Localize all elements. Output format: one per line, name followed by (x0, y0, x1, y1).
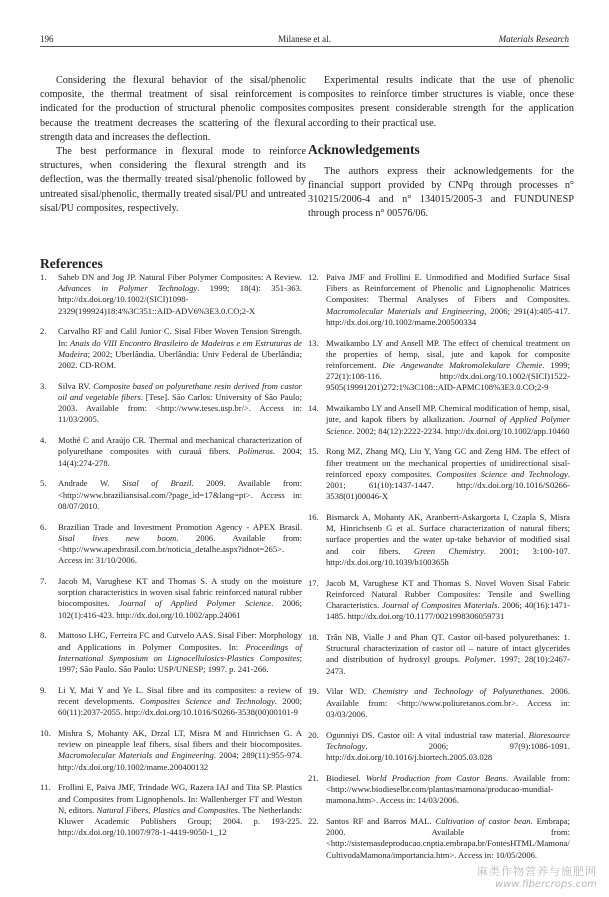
reference-details: ; 1997; São Paulo. São Paulo: USP/UNESP; 1997. p. 241-266. (58, 652, 302, 675)
reference-source: Sisal lives new boom (58, 532, 177, 543)
reference-source: Journal of Composites Materials (382, 600, 498, 611)
reference-details: ; 2002; Uberlândia. Uberlândia: Univ Federal de Uberlândia; 2002. CD-ROM. (58, 348, 302, 371)
reference-details: . 2002; 84(12):2222-2234. http://dx.doi.org/10.1002/app.10460 (352, 425, 570, 436)
reference-details: . 1997; 28(10):2467-2473. (326, 654, 571, 676)
reference-details: , 2006; 291(4):405-417. http://dx.doi.org/10.1002/mame.200500334 (326, 305, 570, 327)
reference-number: 21. (308, 772, 319, 783)
journal-name: Materials Research (498, 34, 569, 44)
reference-item (308, 816, 570, 861)
reference-source: Polymer (464, 654, 494, 665)
reference-source: Die Angewandte Makromolekulare Chemie (382, 360, 543, 371)
right-text-column (308, 74, 574, 222)
reference-item (308, 272, 570, 328)
reference-text (326, 272, 570, 327)
reference-details: . 2006; 102(1):416-423. http://dx.doi.org/10.1002/app.24061 (58, 598, 302, 620)
reference-item (40, 728, 302, 773)
reference-authors-title: Vilar WD. (326, 686, 373, 697)
reference-text (326, 578, 570, 622)
header-divider (40, 46, 569, 47)
reference-number: 17. (308, 577, 319, 588)
reference-text (326, 773, 570, 805)
watermark-url: www.fibercrops.com (495, 879, 597, 890)
reference-details: . 2001; 61(10):1437-1447. http://dx.doi.org/10.1016/S0266-3538(01)00046-X (326, 468, 570, 502)
reference-text (326, 816, 570, 860)
reference-details: . 1999; 18(4): 351-363. http://dx.doi.org/10.1002/(SICI)1098-2329(199924)18:4%3C351::AID-ADV6%3E3.0.CO;2-X (58, 283, 302, 316)
reference-text (58, 478, 302, 510)
reference-authors-title: Biodiesel. (326, 772, 366, 783)
reference-source: Journal of Applied Polymer Science (326, 414, 570, 436)
reference-authors-title: Santos RF and Barros MAL. (326, 816, 436, 827)
site-watermark (477, 865, 597, 891)
reference-source: Chemistry and Technology of Polyurethanes (372, 686, 543, 697)
reference-item (308, 403, 570, 437)
reference-number: 3. (40, 380, 47, 391)
page-number: 196 (40, 34, 54, 44)
reference-source: Macromolecular Materials and Engineering (58, 750, 214, 761)
reference-source: Composite based on polyurethane resin derived from castor oil and vegetable fibers (58, 380, 302, 403)
reference-number: 2. (40, 326, 47, 337)
reference-number: 20. (308, 729, 319, 740)
reference-item (40, 685, 302, 719)
reference-text (58, 576, 302, 620)
reference-item (40, 576, 302, 621)
reference-source: Advances in Polymer Technology (58, 283, 198, 294)
reference-text (58, 522, 302, 566)
reference-text (58, 272, 302, 316)
reference-authors-title: Ogunniyi DS. Castor oil: A vital industrial raw material. (326, 729, 529, 740)
reference-item (40, 782, 302, 838)
reference-item (40, 435, 302, 469)
reference-details: . 2009. Available from: <http://www.braziliansisal.com/?page_id=17&lang=pt>. Access in: 08/07/2010. (58, 478, 302, 511)
reference-item (40, 478, 302, 512)
reference-details: . 2004; 289(11):955-974. http://dx.doi.org/10.1002/mame.200400132 (58, 750, 302, 772)
reference-number: 13. (308, 337, 319, 348)
reference-item (40, 272, 302, 317)
reference-details: . Available from: <http://www.biodieselbr.com/plantas/mamona/producao-mundial-mamona.htm>. Access in: 14/03/2006. (326, 772, 570, 806)
running-authors: Milanese et al. (278, 34, 331, 44)
reference-source: Natural Fibers, Plastics and Composites (96, 804, 238, 815)
reference-source: World Production from Castor Beans (365, 772, 507, 783)
reference-text (326, 730, 570, 762)
reference-authors-title: Trân NB, Vialle J and Phan QT. Castor oil-based polyurethanes: 1. Structural characterization of castor oil – nature of intact glycerides and distribution of hydroxyl groups. (326, 632, 570, 665)
running-header (40, 33, 569, 45)
reference-number: 12. (308, 272, 319, 282)
reference-number: 9. (40, 684, 47, 695)
reference-number: 5. (40, 478, 47, 489)
reference-number: 16. (308, 512, 319, 523)
reference-source: Composites Science and Technology (139, 696, 275, 707)
reference-authors-title: Bismarck A, Mohanty AK, Aranberri-Askargorta I, Czapla S, Misra M, Hinrichsenb G et al. Surface characterization of natural fibers; surface properties and the water up-take behavior of modified sisal and coir fibers. (326, 512, 570, 556)
reference-number: 1. (40, 272, 47, 282)
reference-authors-title: Frollini E, Paiva JMF, Trindade WG, Razera IAJ and Tita SP. Plastics and Composites from Lignophenols. In: Wallenberger FT and Weston N, editors. (58, 782, 302, 815)
reference-number: 15. (308, 446, 319, 457)
reference-source: Journal of Applied Polymer Science (118, 598, 272, 609)
reference-text (58, 630, 302, 674)
reference-details: . 2006; 40(16):1471-1485. http://dx.doi.org/10.1177/0021998306059731 (326, 600, 570, 622)
reference-number: 11. (40, 782, 51, 793)
reference-authors-title: Andrade W. (58, 478, 122, 489)
reference-details: . Embrapa; 2000. Available from: <http://sistemasdeproducao.cnptia.embrapa.br/FontesHTML/Mamona/CultivodaMamona/importancia.htm>. Access in: 10/05/2006. (326, 816, 570, 860)
reference-text (58, 685, 302, 717)
reference-details: . The Netherlands: Kluwer Academic Publishers Group; 2004. p. 193-225. http://dx.doi.org/10.1007/978-1-4419-9050-1_12 (58, 804, 302, 838)
references-heading: References (40, 256, 103, 271)
reference-authors-title: Saheb DN and Jog JP. Natural Fiber Polymer Composites: A Review. (58, 272, 302, 282)
reference-source: Sisal of Brazil (122, 478, 192, 489)
reference-source: Cultivation of castor bean (435, 816, 531, 827)
reference-source: Macromolecular Materials and Engineering (326, 305, 485, 316)
reference-authors-title: Jacob M, Varughese KT and Thomas S. Novel Woven Sisal Fabric Reinforced Natural Rubber Composites: Tensile and Swelling Characteristics. (326, 577, 570, 611)
reference-number: 19. (308, 686, 319, 697)
reference-text (58, 326, 302, 370)
references-list-right (308, 272, 570, 870)
reference-source: Green Chemistry (413, 545, 484, 556)
reference-item (40, 381, 302, 426)
reference-item (308, 338, 570, 394)
reference-number: 22. (308, 816, 319, 827)
reference-source: Polímeros (237, 446, 273, 457)
reference-item (308, 632, 570, 677)
reference-source: Bioresource Technology (326, 729, 570, 751)
reference-details: . [Tese]. São Carlos: University of São Paulo; 2003. Available from: <http://www.teses.usp.br/>. Access in: 11/03/2005. (58, 392, 302, 425)
reference-item (40, 326, 302, 371)
reference-item (308, 773, 570, 807)
watermark-chinese-text: 麻类作物营养与施肥网 (477, 865, 597, 878)
reference-authors-title: Mishra S, Mohanty AK, Drzal LT, Misra M and Hinrichsen G. A review on pineapple leaf fibers, sisal fibers and their biocomposites. (58, 728, 302, 750)
reference-authors-title: Mothé C and Araújo CR. Thermal and mechanical characterization of polyurethane composites with curauá fibers. (58, 435, 302, 457)
reference-text (326, 686, 570, 718)
reference-details: . 2006. Available from: <http://www.apexbrasil.com.br/noticia_detalhe.aspx?idnot=265>. Access in: 31/10/2006. (58, 532, 302, 566)
reference-number: 6. (40, 521, 47, 532)
reference-authors-title: Silva RV. (58, 380, 94, 391)
body-paragraph: Considering the flexural behavior of the sisal/phenolic composite, the thermal treatment of sisal reinforcement is indicated for the production of structural phenolic composites because the treatment decreases the scattering of the flexural strength data and increases the deflection. (40, 75, 306, 143)
reference-number: 14. (308, 403, 319, 414)
reference-number: 18. (308, 632, 319, 643)
reference-authors-title: Brazilian Trade and Investment Promotion Agency - APEX Brasil. (58, 521, 302, 532)
reference-details: . 2006. Available from: <http://www.poliuretanos.com.br>. Access in: 03/03/2006. (326, 686, 571, 719)
reference-details: . 2004; 14(4):274-278. (58, 446, 302, 468)
reference-authors-title: Rong MZ, Zhang MQ, Liu Y, Yang GC and Zeng HM. The effect of fiber treatment on the mechanical properties of unidirectional sisal-reinforced epoxy composites. (326, 446, 570, 479)
reference-text (326, 512, 570, 567)
reference-text (326, 632, 570, 676)
reference-details: . 2001; 3:100-107. http://dx.doi.org/10.1039/b100365h (326, 545, 570, 567)
acknowledgements-paragraph: The authors express their acknowledgements for the financial support provided by CNPq through processes n° 310215/2006-4 and n° 134015/2005-3 and FUNDUNESP through process n° 00576/06. (308, 165, 574, 220)
reference-source: Anais do VIII Encontro Brasileiro de Madeiras e em Estruturas de Madeira (58, 337, 302, 359)
reference-details: . 2000; 60(11):2037-2055. http://dx.doi.org/10.1016/S0266-3538(00)00101-9 (58, 696, 302, 718)
reference-authors-title: Mwaikambo LY and Ansell MP. The effect of chemical treatment on the properties of hemp, sisal, jute and kapok for composite reinforcement. (326, 337, 570, 371)
reference-text (326, 446, 570, 501)
reference-item (308, 686, 570, 720)
reference-details: . 1999; 272(1):108-116. http://dx.doi.org/10.1002/(SICI)1522-9505(19991201)272:1%3C108::AID-APMC108%3E3.0.CO;2-9 (326, 360, 570, 393)
reference-number: 10. (40, 728, 51, 739)
reference-item (308, 578, 570, 623)
reference-text (326, 403, 570, 435)
reference-number: 4. (40, 435, 47, 446)
reference-item (308, 446, 570, 502)
reference-authors-title: Jacob M, Varughese KT and Thomas S. A study on the moisture sorption characteristics in woven sisal fabric reinforced natural rubber biocomposites. (58, 576, 302, 609)
reference-item (308, 730, 570, 764)
reference-number: 8. (40, 630, 47, 641)
reference-authors-title: Paiva JMF and Frollini E. Unmodified and Modified Surface Sisal Fibers as Reinforcement of Phenolic and Lignophenolic Matrices Composites: Thermal Analyses of Fibers and Composites. (326, 272, 570, 305)
reference-source: Proceedings of International Symposium on Lignocellulosics-Plastics Composites (58, 641, 302, 663)
body-paragraph: The best performance in flexural mode to reinforce structures, when considering the flexural strength and its deflection, was the thermally treated sisal/phenolic followed by untreated sisal/phenolic, thermally treated sisal/PU and untreated sisal/PU composites, respectively. (40, 146, 306, 214)
reference-text (58, 381, 302, 425)
reference-authors-title: Mattoso LHC, Ferreira FC and Curvelo AAS. Sisal Fiber: Morphology and Applications in Polymer Composites. In: (58, 630, 302, 652)
reference-item (40, 522, 302, 567)
reference-source: Composites Science and Technology (436, 468, 568, 479)
reference-details: . 2006; 97(9):1086-1091. http://dx.doi.org/10.1016/j.biortech.2005.03.028 (326, 740, 570, 763)
references-list-left (40, 272, 302, 848)
reference-number: 7. (40, 576, 47, 587)
reference-text (58, 728, 302, 772)
reference-authors-title: Mwaikambo LY and Ansell MP. Chemical modification of hemp, sisal, jute, and kapok fibers by alkalization. (326, 403, 570, 425)
reference-item (308, 512, 570, 568)
reference-authors-title: Carvalho RF and Calil Junior C. Sisal Fiber Woven Tension Strength. In: (58, 326, 302, 348)
body-paragraph: Experimental results indicate that the use of phenolic composites to reinforce timber structures is viable, once these composites present considerable strength for the application according to their practical use. (308, 75, 574, 129)
reference-text (326, 338, 570, 393)
reference-text (58, 435, 302, 467)
reference-item (40, 630, 302, 675)
acknowledgements-heading: Acknowledgements (308, 141, 420, 157)
left-text-column (40, 74, 306, 216)
reference-text (58, 782, 302, 837)
reference-authors-title: Li Y, Mai Y and Ye L. Sisal fibre and its composites: a review of recent developments. (58, 684, 302, 707)
